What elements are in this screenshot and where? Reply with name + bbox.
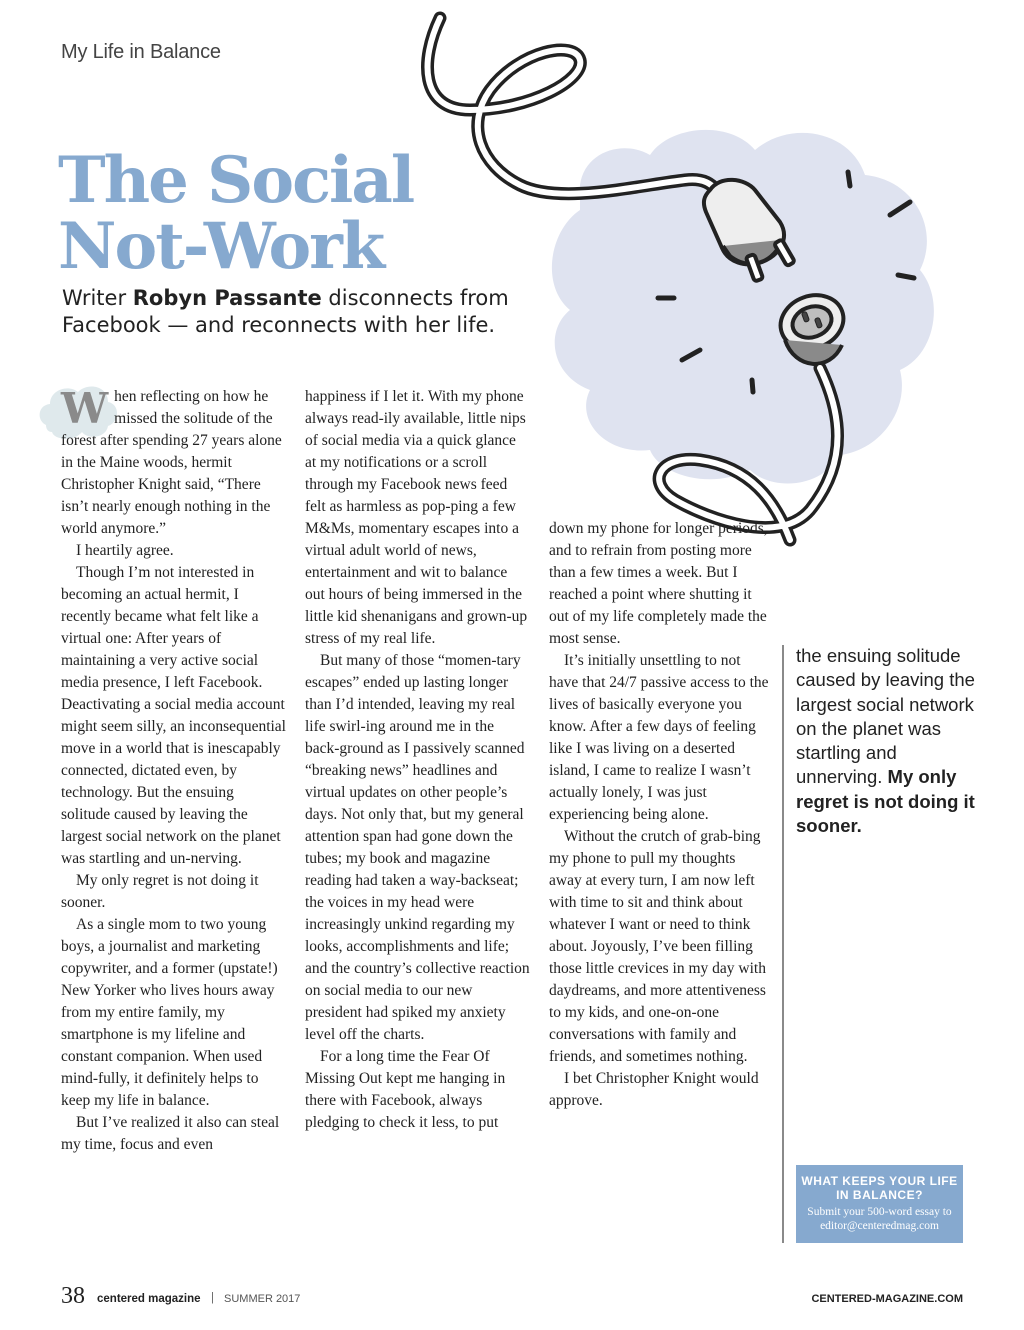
page-footer	[61, 1283, 963, 1313]
pullquote-rule	[782, 645, 784, 1243]
paragraph: For a long time the Fear Of Missing Out kept me hanging in there with Facebook, always pledging to check it less, to put	[305, 1048, 506, 1131]
page-number: 38	[61, 1283, 85, 1309]
article-column-2	[305, 386, 530, 1134]
deck-prefix: Writer	[62, 286, 133, 310]
title-line-2: Not-Work	[58, 209, 384, 284]
article-deck	[62, 285, 512, 339]
callout-heading: WHAT KEEPS YOUR LIFE IN BALANCE?	[801, 1174, 958, 1202]
paragraph: Without the crutch of grab-bing my phone to pull my thoughts away at every turn, I am now left with time to sit and think about whatever I want or need to think about. Joyously, I’ve been filling those little crevices in my day with daydreams, and more attentiveness to my kids, and one-on-one conversations with family and friends, and sometimes nothing.	[549, 828, 766, 1065]
pullquote-bold: My only regret is not doing it sooner.	[796, 766, 975, 837]
deck-suffix: disconnects from Facebook — and reconnects with her life.	[62, 286, 509, 337]
paragraph-text: hen reflecting on how he missed the solitude of the forest after spending 27 years alone in the Maine woods, hermit Christopher Knight said, “There isn’t nearly enough nothing in the world anymore.”	[61, 388, 282, 537]
footer-separator: |	[211, 1292, 214, 1304]
magazine-name: centered magazine	[97, 1293, 201, 1305]
issue-date: SUMMER 2017	[224, 1293, 301, 1305]
pullquote	[796, 644, 976, 838]
paragraph: happiness if I let it. With my phone always read-ily available, little nips of social media via a quick glance at my notifications or a scroll through my Facebook news feed felt as harmless as pop-ping a few M&Ms, momentary escapes into a virtual adult world of news, entertainment and wit to balance out hours of being immersed in the little kid shenanigans and grown-up stress of my real life.	[305, 388, 528, 647]
paragraph: I heartily agree.	[76, 542, 174, 559]
section-label: My Life in Balance	[61, 41, 221, 63]
callout-body: Submit your 500-word essay to editor@centeredmag.com	[807, 1206, 952, 1232]
title-line-1: The Social	[58, 143, 414, 218]
submission-callout	[796, 1165, 963, 1243]
article-column-3	[549, 518, 769, 1112]
website-url: CENTERED-MAGAZINE.COM	[811, 1293, 963, 1305]
paragraph: down my phone for longer periods, and to refrain from posting more than a few times a week. But I reached a point where shutting it out of my life completely made the most sense.	[549, 520, 768, 647]
paragraph: I bet Christopher Knight would approve.	[549, 1070, 759, 1109]
paragraph: Though I’m not interested in becoming an actual hermit, I recently became what felt like a virtual one: After years of maintaining a very active social media presence, I left Facebook. Deactivating a social media account might seem silly, an inconsequential move in a world that is inescapably connected, dictated even, by technology. But the ensuing solitude caused by leaving the largest social network on the planet was startling and un-nerving.	[61, 564, 286, 867]
paragraph	[61, 386, 286, 540]
article-column-1	[61, 386, 286, 1156]
paragraph: It’s initially unsettling to not have that 24/7 passive access to the lives of basically everyone you know. After a few days of feeling like I was living on a deserted island, I came to realize I wasn’t actually lonely, I was just experiencing being alone.	[549, 652, 769, 823]
deck-author: Robyn Passante	[132, 286, 322, 310]
paragraph: But many of those “momen-tary escapes” ended up lasting longer than I’d intended, leaving my real life swirl-ing around me in the back-ground as I passively scanned “breaking news” headlines and virtual updates on other people’s days. Not only that, but my general attention span had gone down the tubes; my book and magazine reading had taken a way-backseat; the voices in my head were increasingly unkind regarding my looks, accomplishments and life; and the country’s collective reaction on social media to our new president had spiked my anxiety level off the charts.	[305, 652, 530, 1043]
drop-cap: W	[61, 384, 109, 433]
paragraph: As a single mom to two young boys, a journalist and marketing copywriter, and a former (upstate!) New Yorker who lives hours away from my entire family, my smartphone is my lifeline and constant companion. When used mind-fully, it definitely helps to keep my life in balance.	[61, 916, 278, 1109]
pullquote-text: the ensuing solitude caused by leaving the largest social network on the planet was startling and unnerving.	[796, 645, 975, 788]
paragraph: But I’ve realized it also can steal my time, focus and even	[61, 1114, 280, 1153]
article-title	[58, 143, 414, 284]
paragraph: My only regret is not doing it sooner.	[61, 872, 259, 911]
